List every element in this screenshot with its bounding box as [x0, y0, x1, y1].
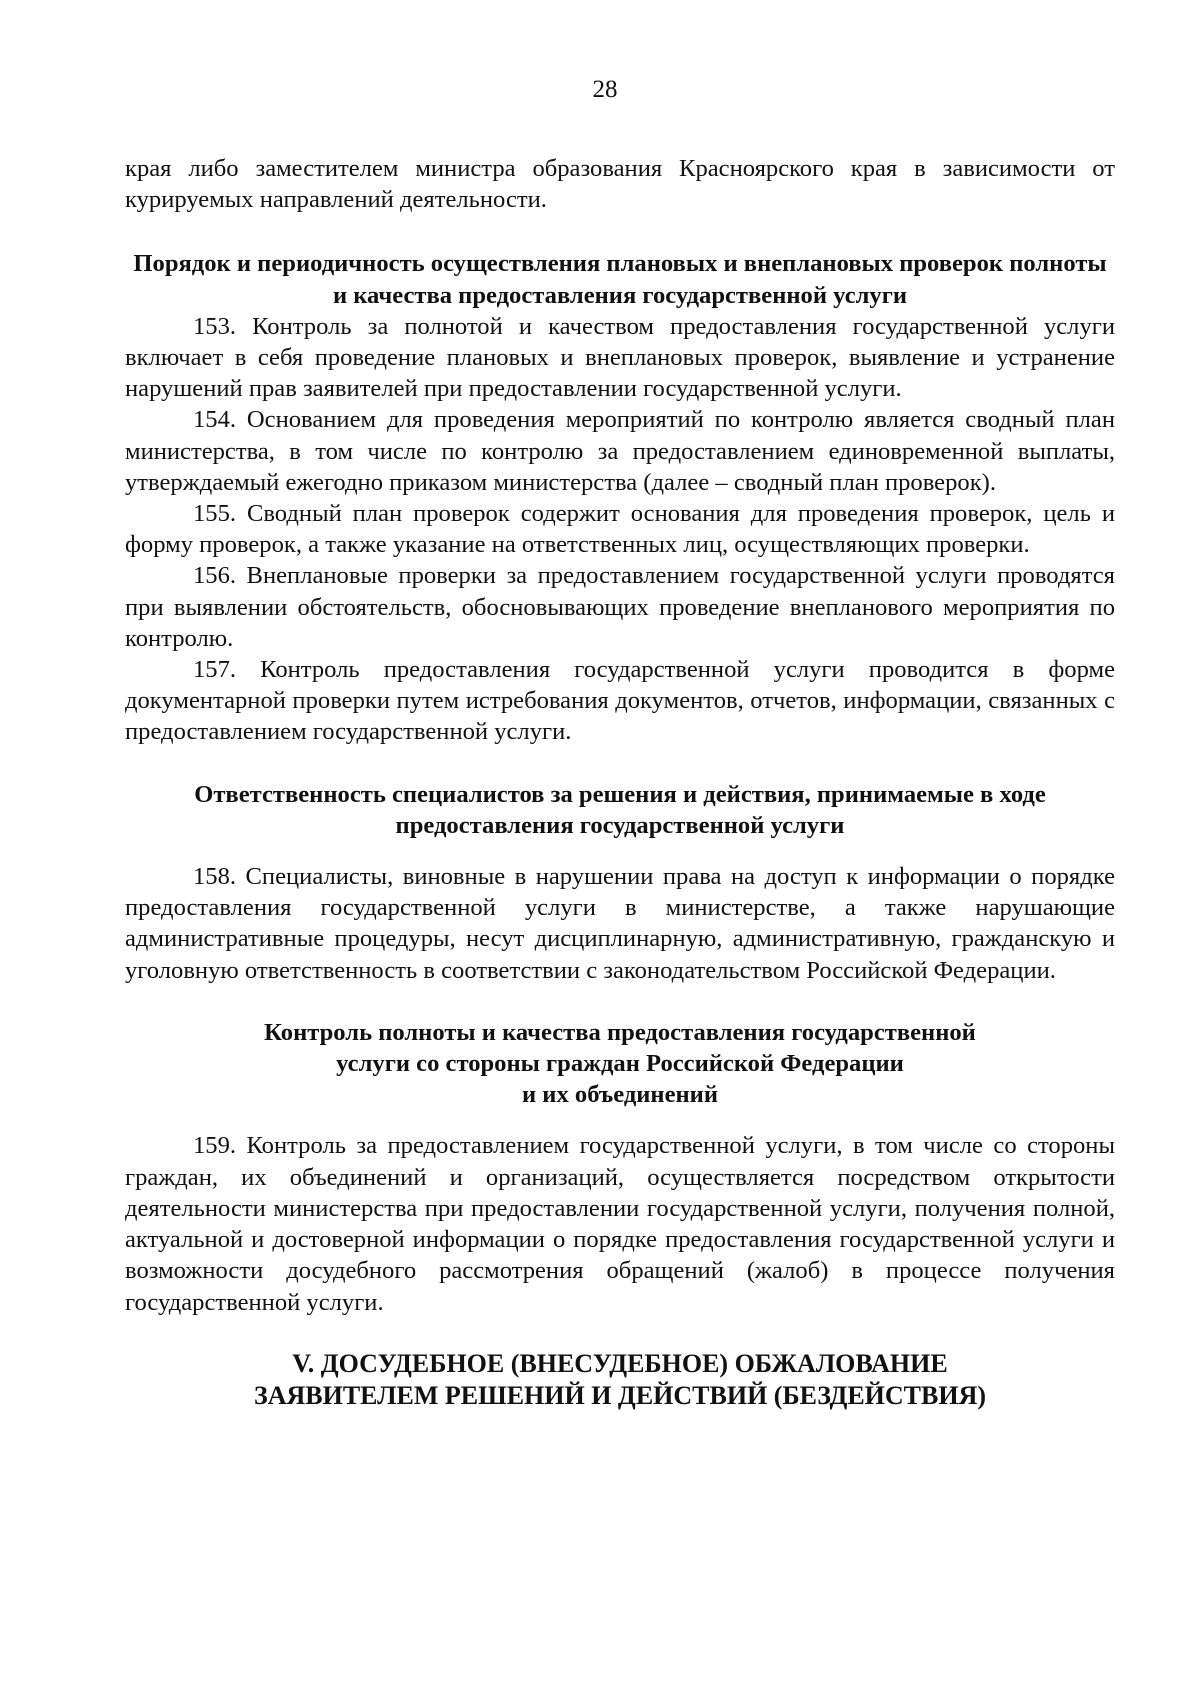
paragraph-153: 153. Контроль за полнотой и качеством предоставления государственной услуги включает в себя проведение плановых и внеплановых проверок, выявление и устранение нарушений прав заявителей при предоставлении государственной услуги.	[125, 312, 1115, 403]
chapter-heading-v	[125, 1348, 1115, 1412]
paragraph-158: 158. Специалисты, виновные в нарушении права на доступ к информации о порядке предоставления государственной услуги в министерстве, а также нарушающие административные процедуры, несут дисциплинарную, административную, гражданскую и уголовную ответственность в соответствии с законодательством Российской Федерации.	[125, 863, 1115, 984]
heading-line: и их объединений	[521, 1081, 719, 1109]
paragraph-157: 157. Контроль предоставления государственной услуги проводится в форме документарной проверки путем истребования документов, отчетов, информации, связанных с предоставлением государственной услуги.	[125, 656, 1115, 746]
heading-line: услуги со стороны граждан Российской Федерации	[336, 1050, 904, 1078]
paragraph-156: 156. Внеплановые проверки за предоставлением государственной услуги проводятся при выявлении обстоятельств, обосновывающих проведение внепланового мероприятия по контролю.	[125, 562, 1115, 652]
paragraph-159: 159. Контроль за предоставлением государственной услуги, в том числе со стороны граждан, их объединений и организаций, осуществляется посредством открытости деятельности министерства при предоставлении государственной услуги, получения полной, актуальной и достоверной информации о порядке предоставления государственной услуги и возможности досудебного рассмотрения обращений (жалоб) в процессе получения государственной услуги.	[125, 1132, 1115, 1316]
heading-line: ЗАЯВИТЕЛЕМ РЕШЕНИЙ И ДЕЙСТВИЙ (БЕЗДЕЙСТВИЯ)	[253, 1380, 987, 1410]
section-heading-citizen-control	[125, 1017, 1115, 1111]
section-heading-responsibility: Ответственность специалистов за решения и действия, принимаемые в ходе предоставления государственной услуги	[194, 780, 1046, 839]
page-content	[125, 153, 1115, 1412]
paragraph-155: 155. Сводный план проверок содержит основания для проведения проверок, цель и форму проверок, а также указание на ответственных лиц, осуществляющих проверки.	[125, 500, 1115, 559]
heading-line: V. ДОСУДЕБНОЕ (ВНЕСУДЕБНОЕ) ОБЖАЛОВАНИЕ	[292, 1348, 948, 1378]
heading-line: Контроль полноты и качества предоставления государственной	[264, 1018, 976, 1046]
intro-paragraph: края либо заместителем министра образования Красноярского края в зависимости от курируемых направлений деятельности.	[125, 155, 1115, 214]
paragraph-154: 154. Основанием для проведения мероприятий по контролю является сводный план министерства, в том числе по контролю за предоставлением единовременной выплаты, утверждаемый ежегодно приказом министерства (далее – сводный план проверок).	[125, 406, 1115, 496]
page-number: 28	[592, 76, 618, 103]
section-heading-inspections: Порядок и периодичность осуществления плановых и внеплановых проверок полноты и качества предоставления государственной услуги	[133, 250, 1107, 309]
